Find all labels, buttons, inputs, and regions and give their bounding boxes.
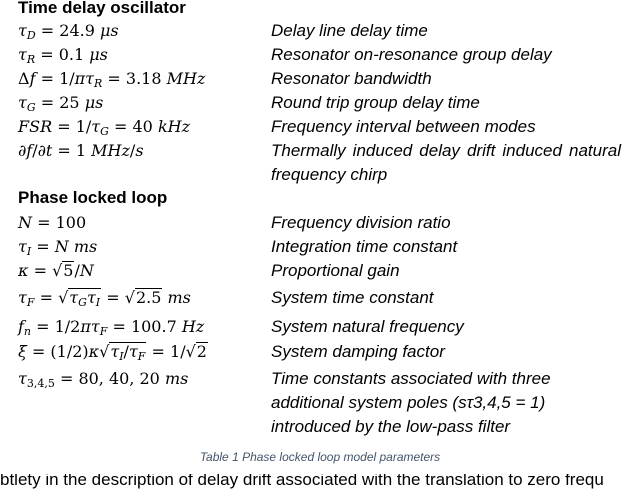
description: Delay line delay time [271, 21, 428, 40]
param-row-resonator-bandwidth [18, 67, 630, 91]
description: System natural frequency [271, 317, 464, 336]
param-row-resonator-group-delay [18, 43, 630, 67]
description: Thermally induced delay drift induced natural frequency chirp [271, 141, 621, 184]
description: Proportional gain [271, 261, 400, 280]
equation-df-dt: ∂f/∂t = 1 MHz/s [18, 141, 144, 160]
description: Resonator on-resonance group delay [271, 45, 552, 64]
param-row-delay-time [18, 19, 630, 43]
equation-delta-f: $\Delta f = 1/\pi\tau_R = 3.18$ MHz [18, 69, 206, 90]
param-row-round-trip-delay [18, 91, 630, 115]
description: Frequency division ratio [271, 213, 451, 232]
equation-fn: $f_n = 1/2\pi\tau_F = 100.7$ Hz [18, 317, 205, 338]
param-row-chirp [18, 139, 630, 187]
param-row-additional-poles [18, 367, 630, 439]
description: System time constant [271, 288, 434, 307]
equation-tau-345: $\tau_{3,4,5} = 80$, 40, 20 ms [18, 369, 189, 390]
section-heading-phase-locked-loop: Phase locked loop [18, 188, 168, 207]
equation-tau-i: $\tau_I = N$ ms [18, 237, 98, 258]
param-row-system-time-constant [18, 286, 630, 310]
param-row-proportional-gain [18, 259, 630, 283]
equation-xi: $\xi = (1/2)\kappa√\tau_I/\tau_F = 1/√2$ [18, 342, 207, 363]
section-heading-time-delay-oscillator: Time delay oscillator [18, 0, 186, 17]
equation-tau-g: $\tau_G = 25$ μs [18, 93, 104, 114]
equation-fsr: FSR = $1/\tau_G = 40$ kHz [18, 117, 191, 138]
param-row-integration-time [18, 235, 630, 259]
body-text: btlety in the description of delay drift associated with the translation to zero frequ [0, 474, 604, 489]
body-text-fragment [0, 474, 640, 490]
equation-tau-d: $\tau_D = 24.9$ μs [18, 21, 119, 42]
equation-tau-r: $\tau_R = 0.1$ μs [18, 45, 108, 66]
param-row-natural-frequency [18, 315, 630, 339]
equation-tau-f: $\tau_F = √\tau_G\tau_I = √2.5$ ms [18, 288, 191, 309]
description: Resonator bandwidth [271, 69, 432, 88]
description: Integration time constant [271, 237, 458, 256]
equation-kappa: κ = √5/N [18, 261, 94, 280]
description: Time constants associated with three additional system poles (sτ3,4,5 = 1) introduced by the low-pass filter [271, 369, 551, 436]
description: Frequency interval between modes [271, 117, 536, 136]
description: System damping factor [271, 342, 445, 361]
param-row-damping-factor [18, 340, 630, 364]
param-row-fsr [18, 115, 630, 139]
description: Round trip group delay time [271, 93, 480, 112]
table-caption: Table 1 Phase locked loop model parameters [199, 450, 441, 464]
equation-n: N = 100 [18, 213, 87, 232]
param-row-division-ratio [18, 211, 630, 235]
